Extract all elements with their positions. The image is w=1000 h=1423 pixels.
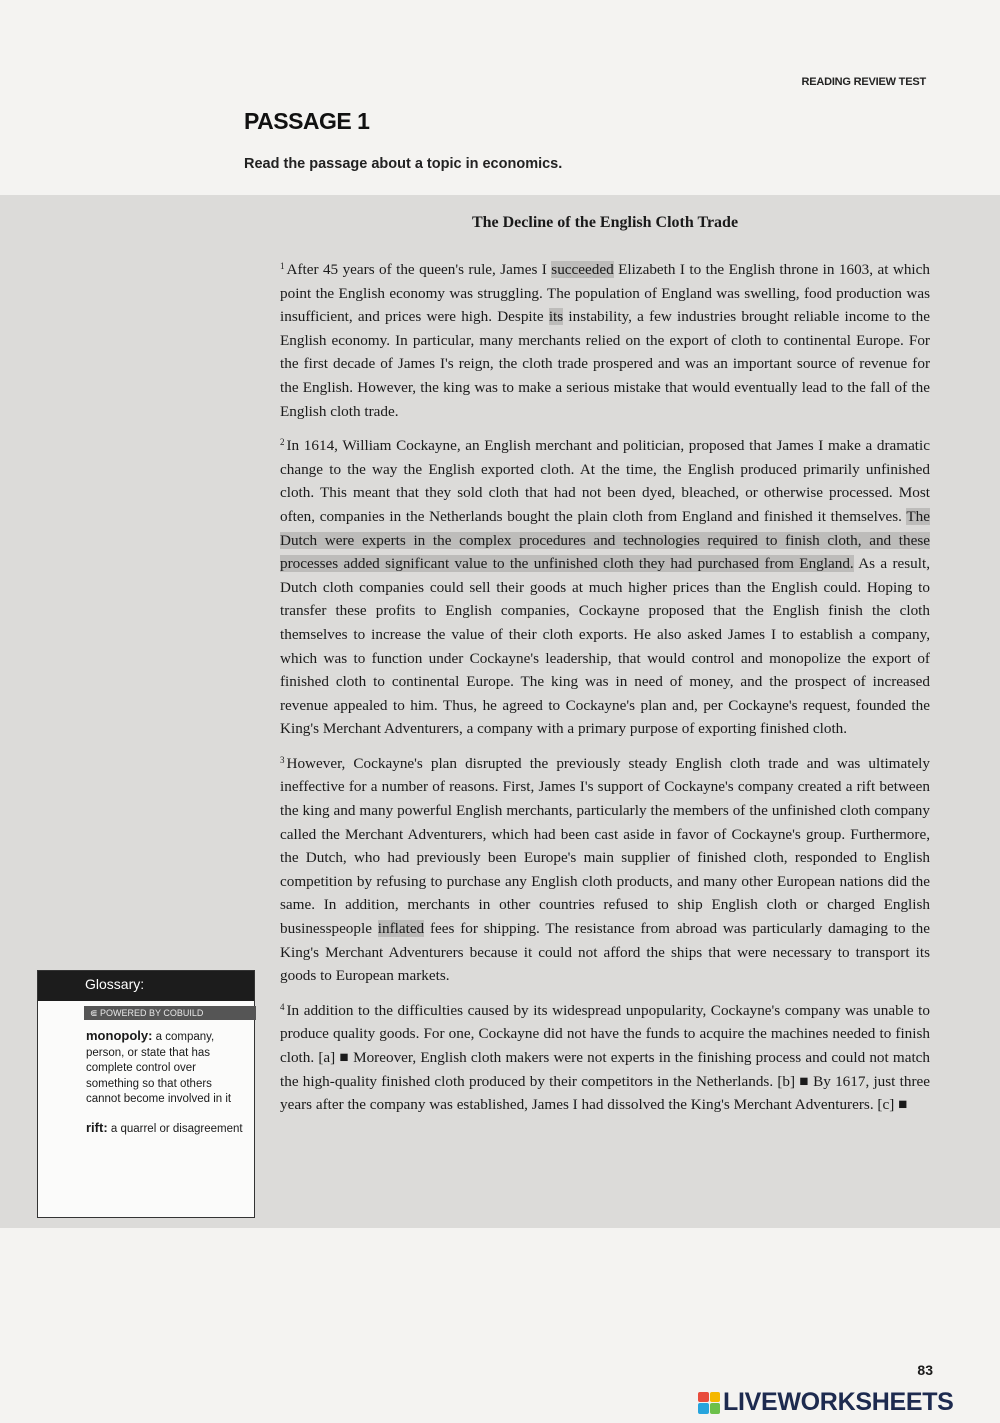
cobuild-badge	[84, 1006, 256, 1020]
paragraph-4	[280, 996, 930, 1117]
text-segment: However, Cockayne's plan disrupted the previously steady English cloth trade and was ultimately ineffective for a number of reasons. First, James I's support of Cockayne's company created a rift between the king and many powerful English merchants, particularly the members of the unfinished cloth company called the Merchant Adventurers, which had been cast aside in favor of Cockayne's group. Furthermore, the Dutch, who had previously been Europe's main supplier of finished cloth, responded to English competition by refusing to purchase any English cloth products, and many other European nations did the same. In addition, merchants in other countries refused to ship English cloth or charged English businesspeople	[280, 754, 930, 938]
highlighted-word-its[interactable]: its	[548, 308, 564, 326]
passage-title: PASSAGE 1	[244, 108, 370, 134]
liveworksheets-watermark	[698, 1388, 954, 1417]
watermark-text: LIVEWORKSHEETS	[723, 1388, 954, 1416]
glossary-definition: a quarrel or disagreement	[107, 1122, 243, 1135]
paragraph-number: 4	[280, 1001, 285, 1012]
page-number: 83	[917, 1362, 933, 1378]
instruction-text: Read the passage about a topic in economics.	[244, 156, 563, 172]
text-segment: instability, a few industries brought reliable income to the English economy. In particular, many merchants relied on the export of cloth to continental Europe. For the first decade of James I's reign, the cloth trade prospered and was an important source of revenue for the English. However, the king was to make a serious mistake that would eventually lead to the fall of the English cloth trade.	[280, 308, 930, 420]
paragraph-number: 3	[280, 754, 285, 765]
insertion-point-b[interactable]: [b] ■	[777, 1072, 809, 1090]
glossary-entry-rift	[86, 1120, 246, 1138]
liveworksheets-logo-icon	[698, 1392, 720, 1414]
text-segment: By 1617, just three years after the company was established, James I had dissolved the King's Merchant Adventurers.	[280, 1072, 930, 1114]
insertion-point-c[interactable]: [c] ■	[877, 1096, 908, 1114]
insertion-point-a[interactable]: [a] ■	[318, 1049, 349, 1066]
paragraph-3	[280, 749, 930, 988]
glossary-term: monopoly:	[86, 1028, 153, 1043]
paragraph-number: 2	[280, 437, 285, 448]
paragraph-number: 1	[280, 261, 285, 271]
paragraph-1	[280, 255, 930, 423]
paragraph-2	[280, 431, 930, 741]
text-segment: In addition to the difficulties caused by its widespread unpopularity, Cockayne's company was unable to produce quality goods. For one, Cockayne did not have the funds to acquire the machines needed to finish cloth.	[280, 1001, 930, 1066]
cobuild-label: POWERED BY COBUILD	[100, 1008, 204, 1018]
text-segment: As a result, Dutch cloth companies could sell their goods at much higher prices than the English could. Hoping to transfer these profits to English companies, Cockayne proposed that the English finish the cloth themselves to increase the value of their cloth exports. He also asked James I to establish a company, which was to function under Cockayne's leadership, that would control and monopolize the export of finished cloth to continental Europe. The king was in need of money, and the prospect of increased revenue appealed to him. Thus, he agreed to Cockayne's plan and, per Cockayne's request, founded the King's Merchant Adventurers, a company with a primary purpose of exporting finished cloth.	[280, 555, 930, 738]
glossary-title: Glossary:	[38, 971, 254, 1001]
article-body	[280, 255, 930, 1125]
glossary-entries	[86, 1028, 246, 1137]
glossary-box	[37, 970, 255, 1218]
text-segment: Moreover, English cloth makers were not experts in the finishing process and could not match the high-quality finished cloth produced by their competitors in the Netherlands.	[280, 1049, 931, 1090]
header-label: READING REVIEW TEST	[801, 76, 926, 88]
highlighted-word-inflated[interactable]: inflated	[377, 920, 425, 938]
text-segment: Elizabeth I to the English throne in 1603, at which point the English economy was struggling. The population of England was swelling, food production was insufficient, and prices were high. Despite	[280, 261, 930, 326]
cobuild-icon: ⋐	[90, 1008, 101, 1018]
glossary-entry-monopoly	[86, 1028, 246, 1108]
glossary-definition: a company, person, or state that has complete control over something so that others cannot become involved in it	[86, 1031, 232, 1105]
highlighted-word-succeeded[interactable]: succeeded	[551, 261, 614, 278]
text-segment: In 1614, William Cockayne, an English merchant and politician, proposed that James I make a dramatic change to the way the English exported cloth. At the time, the English produced primarily unfinished cloth. This meant that they sold cloth that had not been dyed, bleached, or otherwise processed. Most often, companies in the Netherlands bought the plain cloth from England and finished it themselves.	[280, 437, 930, 525]
article-title: The Decline of the English Cloth Trade	[471, 214, 739, 231]
text-segment: After 45 years of the queen's rule, James I	[286, 261, 552, 278]
text-segment: fees for shipping. The resistance from abroad was particularly damaging to the King's Merchant Adventurers because it could not afford the ships that were necessary to transport its goods to European markets.	[280, 920, 930, 985]
glossary-term: rift:	[86, 1119, 108, 1135]
highlighted-sentence[interactable]: The Dutch were experts in the complex procedures and technologies required to finish cloth, and these processes added significant value to the unfinished cloth they had purchased from England.	[280, 507, 930, 573]
